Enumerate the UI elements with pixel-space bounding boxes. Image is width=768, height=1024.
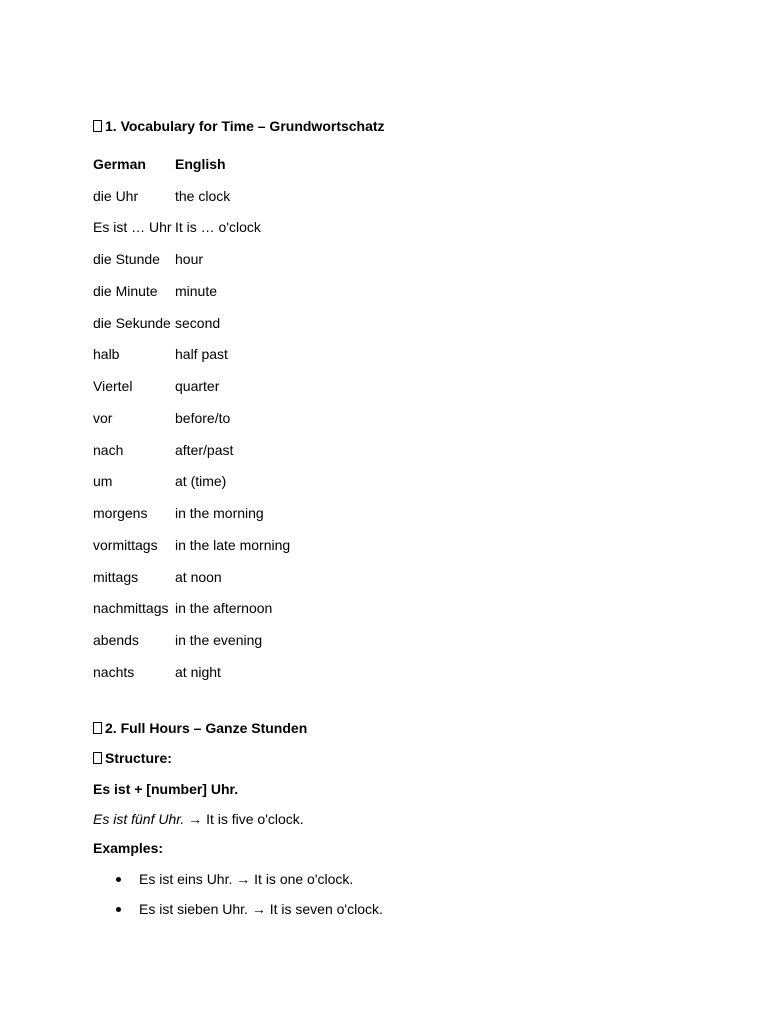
missing-glyph-icon bbox=[93, 722, 102, 734]
table-header-row bbox=[93, 148, 290, 180]
example-german: Es ist fünf Uhr. bbox=[93, 811, 185, 827]
english-word: It is … o'clock bbox=[175, 219, 261, 236]
missing-glyph-icon bbox=[93, 120, 102, 132]
english-word: half past bbox=[175, 346, 228, 363]
german-word: morgens bbox=[93, 505, 148, 522]
table-row bbox=[93, 561, 290, 593]
table-row bbox=[93, 339, 290, 371]
table-row bbox=[93, 180, 290, 212]
german-word: halb bbox=[93, 346, 120, 363]
structure-example bbox=[93, 810, 304, 828]
german-word: mittags bbox=[93, 568, 139, 585]
structure-formula: Es ist + [number] Uhr. bbox=[93, 781, 239, 797]
examples-list bbox=[112, 870, 383, 930]
table-row bbox=[93, 466, 290, 498]
german-word: nachmittags bbox=[93, 600, 169, 617]
table-row bbox=[93, 212, 290, 244]
table-row bbox=[93, 370, 290, 402]
german-word: nach bbox=[93, 441, 124, 458]
section-2-title: 2. Full Hours – Ganze Stunden bbox=[105, 720, 308, 736]
german-word: die Stunde bbox=[93, 251, 160, 268]
table-row bbox=[93, 593, 290, 625]
table-row bbox=[93, 307, 290, 339]
table-row bbox=[93, 497, 290, 529]
german-word: abends bbox=[93, 632, 139, 649]
german-word: die Uhr bbox=[93, 187, 139, 204]
english-word: after/past bbox=[175, 441, 234, 458]
english-word: second bbox=[175, 314, 221, 331]
bullet-icon bbox=[116, 877, 121, 882]
table-row bbox=[93, 434, 290, 466]
structure-label: Structure: bbox=[105, 750, 172, 766]
german-word: die Sekunde bbox=[93, 314, 171, 331]
list-item bbox=[112, 870, 383, 900]
english-word: at (time) bbox=[175, 473, 227, 490]
table-row bbox=[93, 402, 290, 434]
examples-label: Examples: bbox=[93, 840, 164, 856]
header-english: English bbox=[175, 155, 226, 172]
structure-heading bbox=[93, 749, 172, 767]
english-word: in the afternoon bbox=[175, 600, 273, 617]
table-row bbox=[93, 529, 290, 561]
german-word: vor bbox=[93, 409, 113, 426]
example-english: → It is five o'clock. bbox=[184, 811, 304, 827]
english-word: before/to bbox=[175, 409, 231, 426]
table-row bbox=[93, 656, 290, 688]
section-1-title: 1. Vocabulary for Time – Grundwortschatz bbox=[105, 118, 385, 134]
example-text: Es ist eins Uhr. → It is one o'clock. bbox=[139, 871, 354, 887]
header-german: German bbox=[93, 155, 146, 172]
german-word: vormittags bbox=[93, 536, 158, 553]
english-word: the clock bbox=[175, 187, 231, 204]
german-word: Viertel bbox=[93, 378, 133, 395]
example-text: Es ist sieben Uhr. → It is seven o'clock. bbox=[139, 901, 383, 917]
list-item bbox=[112, 900, 383, 930]
english-word: in the evening bbox=[175, 632, 263, 649]
english-word: in the morning bbox=[175, 505, 264, 522]
english-word: in the late morning bbox=[175, 536, 291, 553]
table-row bbox=[93, 275, 290, 307]
english-word: hour bbox=[175, 251, 204, 268]
english-word: minute bbox=[175, 282, 218, 299]
german-word: nachts bbox=[93, 663, 135, 680]
english-word: at night bbox=[175, 663, 221, 680]
english-word: quarter bbox=[175, 378, 220, 395]
english-word: at noon bbox=[175, 568, 222, 585]
german-word: die Minute bbox=[93, 282, 158, 299]
section-1-heading bbox=[93, 117, 385, 135]
table-row bbox=[93, 624, 290, 656]
german-word: Es ist … Uhr bbox=[93, 219, 172, 236]
table-row bbox=[93, 243, 290, 275]
missing-glyph-icon bbox=[93, 752, 102, 764]
vocabulary-table bbox=[93, 148, 290, 688]
bullet-icon bbox=[116, 907, 121, 912]
section-2-heading bbox=[93, 719, 307, 737]
german-word: um bbox=[93, 473, 113, 490]
